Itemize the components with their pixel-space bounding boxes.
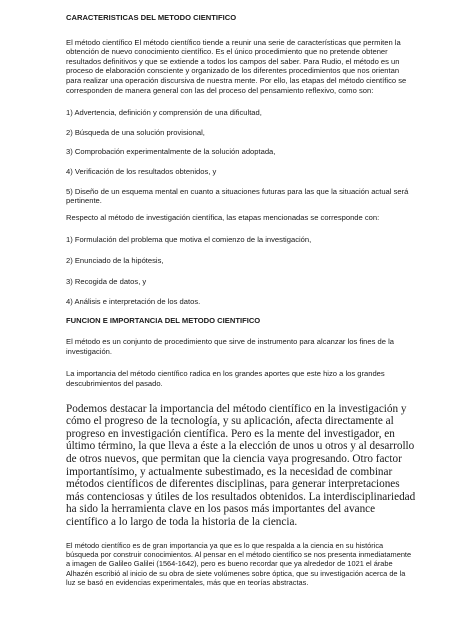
intro-paragraph: El método científico El método científico tiende a reunir una serie de características que permiten la obtención de nuevo conocimiento científico. Es el único procedimiento que no pretende obtener resultados definitivos y que se extiende a todos los campos del saber. Para Rudio, el método es un proceso de elaboración consciente y organizado de los diferentes procedimientos que nos orientan para realizar una operación discursiva de nuestra mente. Por ello, las etapas del método científico se corresponden de manera general con las del proceso del pensamiento reflexivo, como son: <box>66 37 407 95</box>
respecto-paragraph: Respecto al método de investigación científica, las etapas mencionadas se corresponde con: <box>66 212 380 222</box>
list-item: 1) Advertencia, definición y comprensión de una dificultad, <box>66 108 262 118</box>
closing-paragraph: El método científico es de gran importancia ya que es lo que respalda a la ciencia en su histórica búsqueda por construir conocimientos. Al pensar en el método científico se nos presenta inmediatamente a imagen de Galileo Galilei (1564-1642), pero es bueno recordar que ya alrededor de 1021 el árabe Alhazén escribió al inicio de su obra de siete volúmenes sobre óptica, que su investigación acerca de la luz se basó en evidencias experimentales, más que en teorías abstractas. <box>66 540 412 588</box>
section-title: FUNCION E IMPORTANCIA DEL METODO CIENTIFICO <box>66 315 261 325</box>
document-title: CARACTERISTICAS DEL METODO CIENTIFICO <box>66 13 237 22</box>
research-steps-list <box>66 235 416 306</box>
importance-paragraph: La importancia del método científico radica en los grandes aportes que este hizo a los grandes descubrimientos del pasado. <box>66 369 385 389</box>
list-item: 1) Formulación del problema que motiva el comienzo de la investigación, <box>66 235 312 245</box>
list-item: 4) Verificación de los resultados obtenidos, y <box>66 166 217 176</box>
list-item: 2) Enunciado de la hipótesis, <box>66 255 164 265</box>
list-item: 5) Diseño de un esquema mental en cuanto a situaciones futuras para las que la situación actual será pertinente. <box>66 186 409 206</box>
method-definition-paragraph: El método es un conjunto de procedimiento que sirve de instrumento para alcanzar los fines de la investigación. <box>66 337 394 356</box>
importance-body-paragraph: Podemos destacar la importancia del método científico en la investigación y cómo el progreso de la tecnología, y su aplicación, afecta directamente al progreso en investigación científica. Pero es la mente del investigador, en último término, la que lleva a éste a la elección de unos u otros y al desarrollo de otros nuevos, que permitan que la ciencia vaya progresando. Otro factor importantísimo, y actualmente subestimado, es la necesidad de combinar métodos científicos de diferentes disciplinas, para generar interpretaciones más contenciosas y útiles de los resultados obtenidos. La interdisciplinariedad ha sido la herramienta clave en los pasos más importantes del avance científico a lo largo de toda la historia de la ciencia. <box>66 402 416 528</box>
list-item: 3) Comprobación experimentalmente de la solución adoptada, <box>66 147 276 157</box>
list-item: 4) Análisis e interpretación de los datos. <box>66 297 201 307</box>
list-item: 2) Búsqueda de una solución provisional, <box>66 127 205 137</box>
list-item: 3) Recogida de datos, y <box>66 276 147 286</box>
reflective-steps-list <box>66 108 416 206</box>
